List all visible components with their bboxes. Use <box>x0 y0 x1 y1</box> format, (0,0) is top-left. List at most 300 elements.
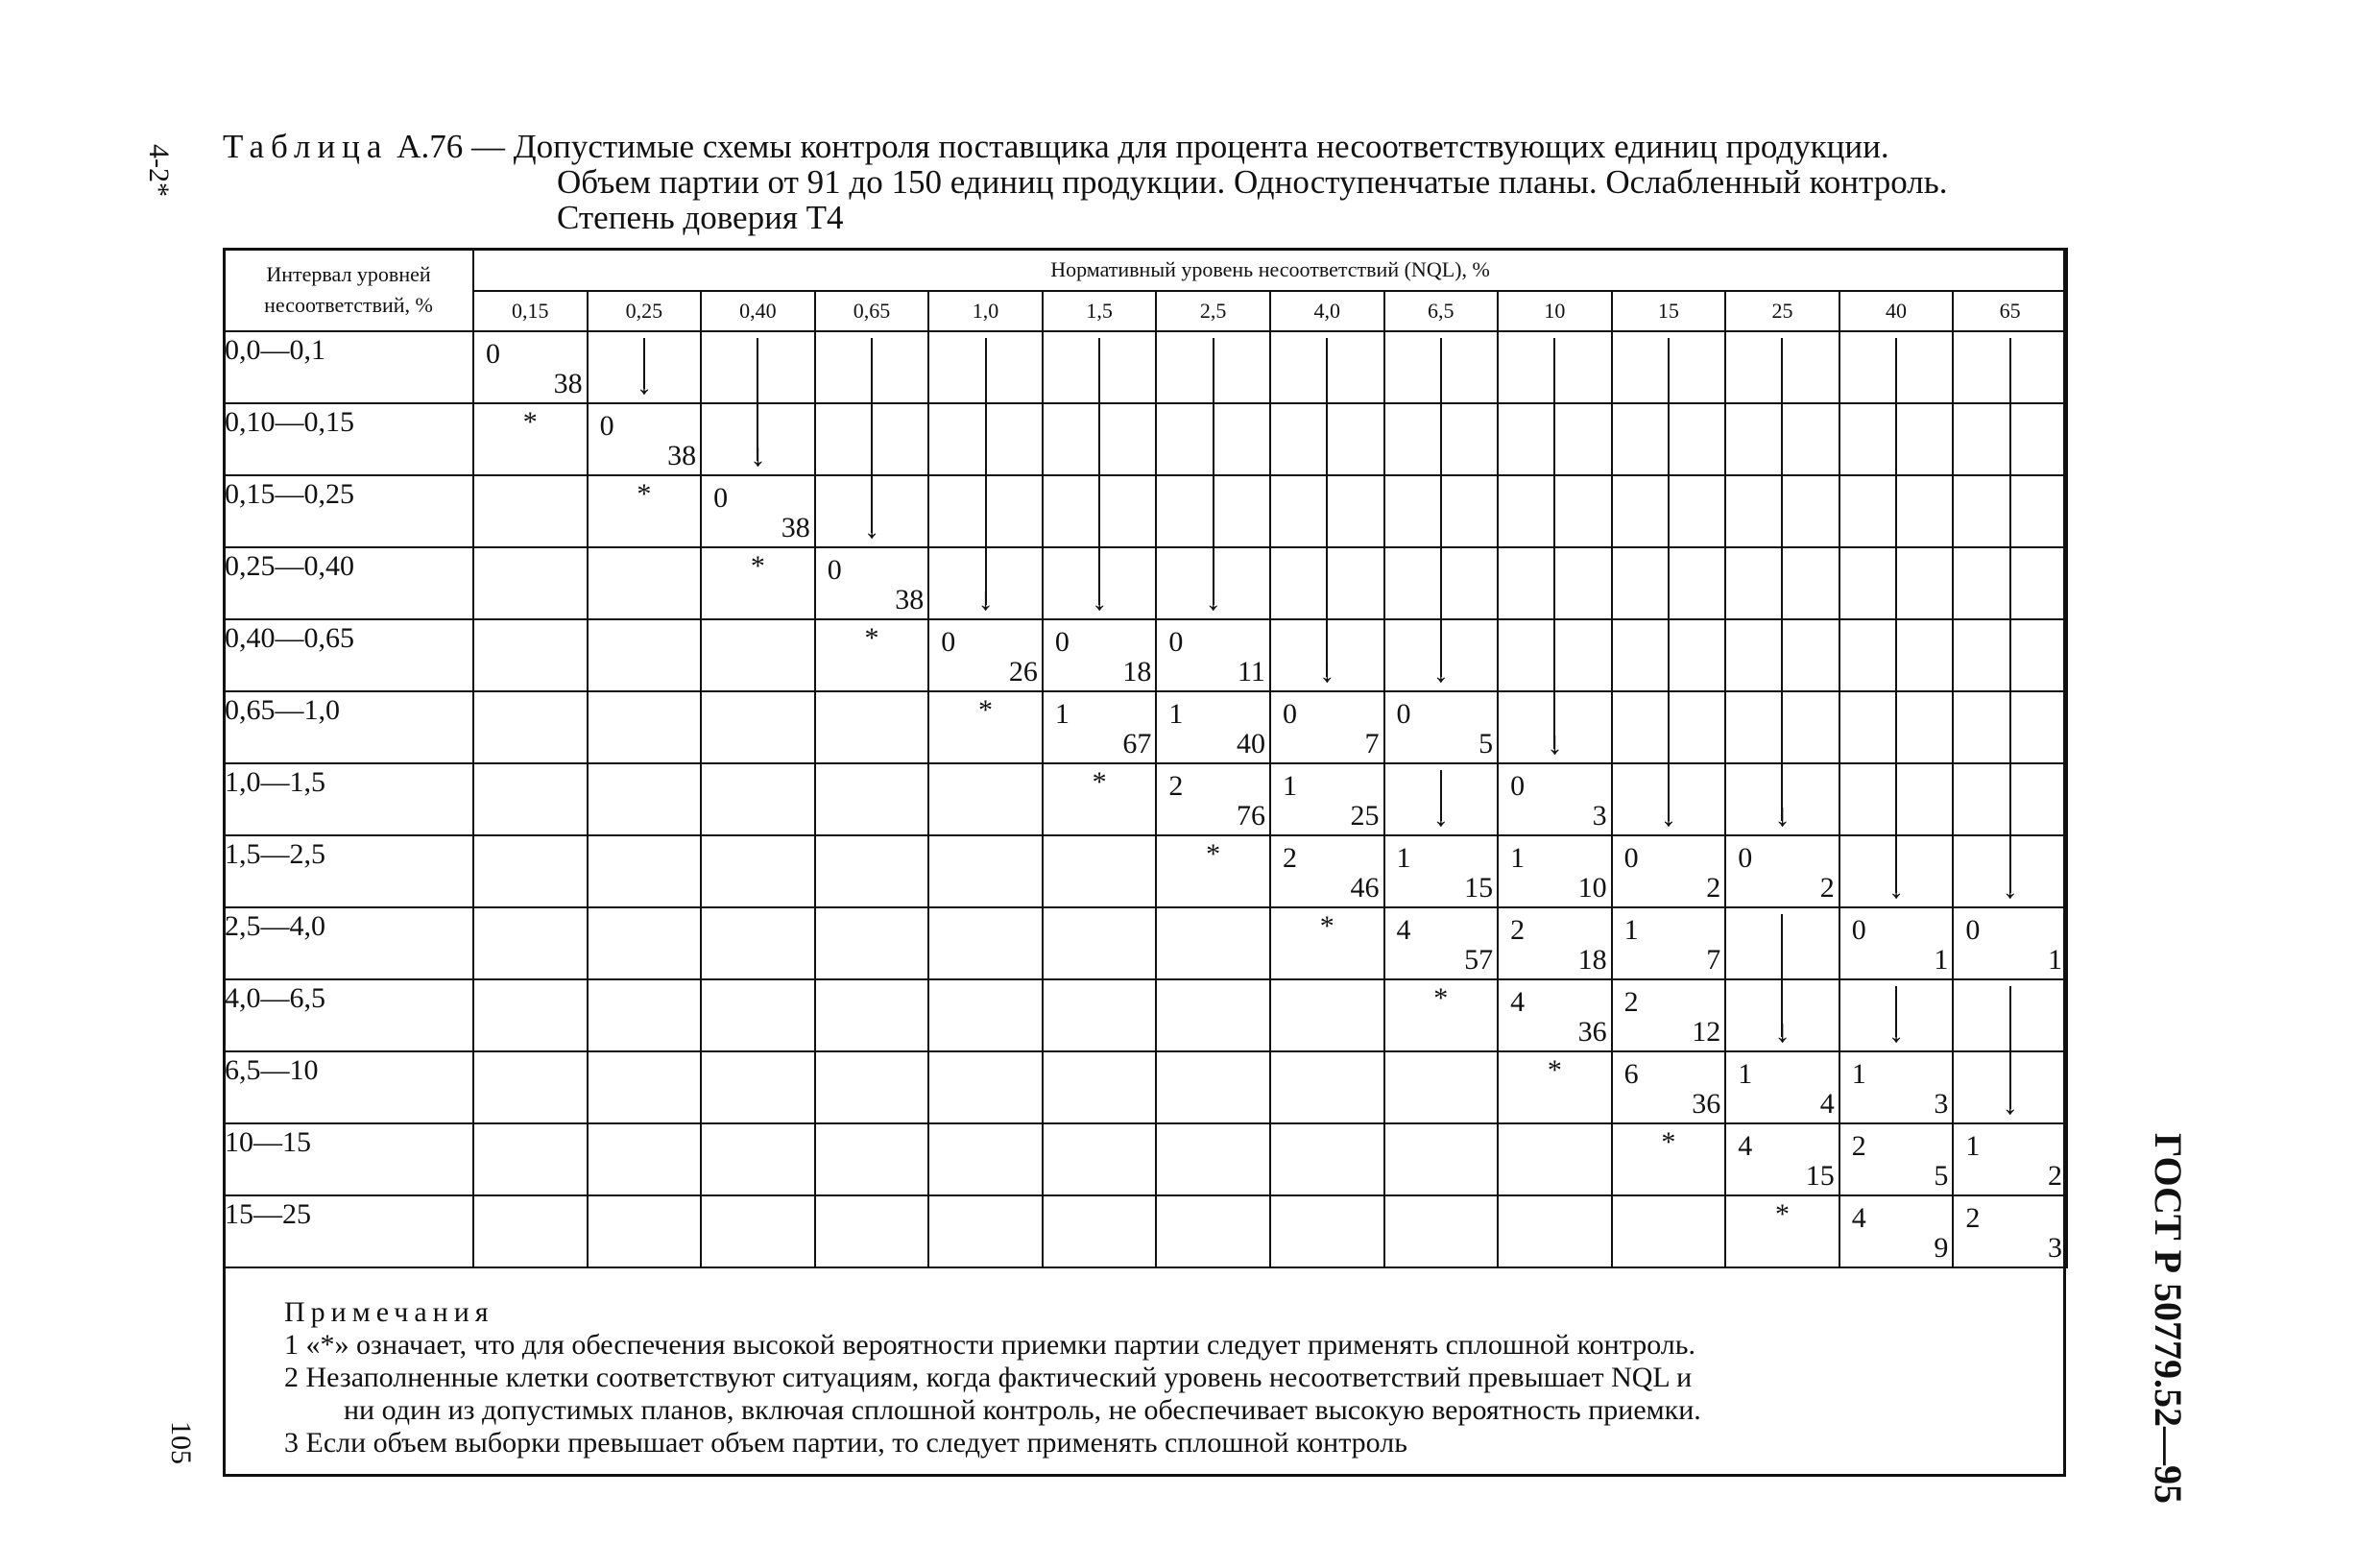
row-label: 0,25—0,40 <box>224 547 473 619</box>
arrow-shaft <box>1098 338 1100 404</box>
row-label: 2,5—4,0 <box>224 907 473 979</box>
arrow-shaft <box>1781 690 1783 764</box>
arrow-shaft <box>1781 338 1783 404</box>
plan-cell <box>1612 979 1726 1051</box>
acceptance-number: 4 <box>1396 914 1411 946</box>
table-row <box>224 763 2067 835</box>
empty-cell <box>473 1051 588 1123</box>
sample-size: 36 <box>1577 1016 1607 1048</box>
arrow-shaft <box>1895 474 1897 548</box>
star-mark: * <box>1319 910 1334 942</box>
acceptance-number: 6 <box>1623 1058 1639 1090</box>
arrow-cell <box>1953 475 2067 547</box>
down-arrow-icon: ↓ <box>977 582 995 617</box>
arrow-shaft <box>2009 618 2011 692</box>
empty-cell <box>473 1195 588 1267</box>
plan-cell <box>1270 691 1384 763</box>
arrow-shaft <box>1895 762 1897 836</box>
sample-size: 7 <box>1706 944 1721 976</box>
empty-cell <box>1043 1051 1157 1123</box>
empty-cell <box>1384 1195 1499 1267</box>
row-label: 0,0—0,1 <box>224 331 473 403</box>
down-arrow-icon: ↓ <box>1773 798 1791 833</box>
arrow-cell <box>1953 835 2067 907</box>
arrow-cell <box>1384 619 1499 691</box>
empty-cell <box>701 835 815 907</box>
arrow-shaft <box>1440 474 1442 548</box>
sample-size: 76 <box>1236 800 1265 832</box>
full-inspection-cell <box>701 547 815 619</box>
arrow-shaft <box>1668 338 1670 404</box>
sample-size: 18 <box>1577 944 1607 976</box>
arrow-cell <box>1384 331 1499 403</box>
full-inspection-cell <box>473 403 588 475</box>
star-mark: * <box>1206 838 1221 870</box>
star-mark: * <box>522 406 538 438</box>
acceptance-number: 1 <box>1623 914 1639 946</box>
table-row <box>224 907 2067 979</box>
down-arrow-icon: ↓ <box>1773 1014 1791 1049</box>
row-label: 4,0—6,5 <box>224 979 473 1051</box>
arrow-shaft <box>1781 546 1783 620</box>
arrow-shaft <box>2009 546 2011 620</box>
down-arrow-icon: ↓ <box>1887 1014 1905 1049</box>
plan-cell <box>1725 1123 1839 1195</box>
down-arrow-icon: ↓ <box>2002 870 2019 905</box>
empty-cell <box>588 619 702 691</box>
arrow-cell <box>1612 475 1726 547</box>
empty-cell <box>701 619 815 691</box>
arrow-cell <box>588 331 702 403</box>
full-inspection-cell <box>1725 1195 1839 1267</box>
arrow-cell <box>1839 691 1954 763</box>
plan-cell <box>1839 1123 1954 1195</box>
down-arrow-icon: ↓ <box>1887 870 1905 905</box>
sample-size: 2 <box>1706 872 1721 904</box>
arrow-cell <box>1270 475 1384 547</box>
plan-cell <box>1612 1051 1726 1123</box>
plan-cell <box>1384 835 1499 907</box>
empty-cell <box>928 1051 1043 1123</box>
arrow-shaft <box>1098 474 1100 548</box>
plan-cell <box>701 475 815 547</box>
arrow-shaft <box>1553 474 1555 548</box>
arrow-shaft <box>2009 690 2011 764</box>
star-mark: * <box>864 622 879 654</box>
acceptance-number: 2 <box>1965 1202 1981 1234</box>
sample-size: 3 <box>2048 1232 2063 1264</box>
notes <box>284 1296 2060 1459</box>
empty-cell <box>473 979 588 1051</box>
arrow-shaft <box>1326 474 1328 548</box>
arrow-cell <box>1725 763 1839 835</box>
arrow-cell <box>1839 475 1954 547</box>
arrow-shaft <box>1895 338 1897 404</box>
empty-cell <box>701 1051 815 1123</box>
full-inspection-cell <box>1498 1051 1612 1123</box>
caption-line-1 <box>223 129 2085 164</box>
full-inspection-cell <box>928 691 1043 763</box>
acceptance-number: 2 <box>1851 1130 1866 1162</box>
empty-cell <box>701 979 815 1051</box>
empty-cell <box>1156 979 1270 1051</box>
arrow-cell <box>1725 331 1839 403</box>
plan-cell <box>1384 691 1499 763</box>
arrow-cell <box>1498 331 1612 403</box>
acceptance-number: 1 <box>1510 842 1526 874</box>
arrow-shaft <box>871 402 873 476</box>
plan-cell <box>1270 835 1384 907</box>
arrow-shaft <box>1213 402 1214 476</box>
table-body <box>224 331 2067 1267</box>
plan-cell <box>1839 1051 1954 1123</box>
arrow-cell <box>1839 835 1954 907</box>
table-row <box>224 1123 2067 1195</box>
down-arrow-icon: ↓ <box>1318 654 1335 689</box>
empty-cell <box>701 907 815 979</box>
plan-cell <box>1612 835 1726 907</box>
column-header-row <box>224 291 2067 331</box>
table-row <box>224 619 2067 691</box>
arrow-cell <box>1612 547 1726 619</box>
empty-cell <box>588 1051 702 1123</box>
empty-cell <box>815 907 929 979</box>
plan-cell <box>1839 907 1954 979</box>
arrow-cell <box>701 403 815 475</box>
arrow-shaft <box>2009 762 2011 836</box>
arrow-cell <box>1156 403 1270 475</box>
column-header: 40 <box>1839 291 1954 331</box>
arrow-shaft <box>1668 618 1670 692</box>
arrow-cell <box>1498 403 1612 475</box>
column-header: 4,0 <box>1270 291 1384 331</box>
row-label: 6,5—10 <box>224 1051 473 1123</box>
table-caption <box>223 129 2085 235</box>
arrow-cell <box>1270 619 1384 691</box>
arrow-cell <box>1839 763 1954 835</box>
arrow-cell <box>1953 763 2067 835</box>
arrow-cell <box>1156 331 1270 403</box>
sample-size: 46 <box>1350 872 1380 904</box>
acceptance-number: 4 <box>1738 1130 1753 1162</box>
acceptance-number: 0 <box>713 482 729 514</box>
table-row <box>224 835 2067 907</box>
sample-size: 38 <box>781 512 810 543</box>
arrow-shaft <box>1440 338 1442 404</box>
arrow-shaft <box>2009 338 2011 404</box>
acceptance-number: 4 <box>1851 1202 1866 1234</box>
empty-cell <box>1270 979 1384 1051</box>
sample-size: 2 <box>2048 1160 2063 1192</box>
acceptance-number: 1 <box>1738 1058 1753 1090</box>
empty-cell <box>588 1123 702 1195</box>
empty-cell <box>588 1195 702 1267</box>
empty-cell <box>815 1195 929 1267</box>
arrow-shaft <box>2009 986 2011 1052</box>
page-mark-top: 4-2* <box>143 144 175 197</box>
arrow-shaft <box>1440 402 1442 476</box>
empty-cell <box>1043 979 1157 1051</box>
acceptance-number: 1 <box>1965 1130 1981 1162</box>
plan-cell <box>1498 907 1612 979</box>
arrow-cell <box>1839 403 1954 475</box>
arrow-cell <box>1725 475 1839 547</box>
arrow-cell <box>1725 619 1839 691</box>
arrow-shaft <box>1326 546 1328 620</box>
sample-size: 1 <box>2048 944 2063 976</box>
arrow-shaft <box>1213 474 1214 548</box>
column-header: 0,65 <box>815 291 929 331</box>
arrow-cell <box>928 475 1043 547</box>
arrow-cell <box>1612 763 1726 835</box>
sample-size: 12 <box>1692 1016 1721 1048</box>
arrow-cell <box>815 403 929 475</box>
arrow-cell <box>1953 547 2067 619</box>
empty-cell <box>815 835 929 907</box>
empty-cell <box>1043 1123 1157 1195</box>
caption-line-3: Степень доверия Т4 <box>557 199 844 236</box>
acceptance-number: 1 <box>1396 842 1411 874</box>
arrow-shaft <box>2009 402 2011 476</box>
full-inspection-cell <box>1156 835 1270 907</box>
arrow-shaft <box>871 338 873 404</box>
arrow-shaft <box>985 402 987 476</box>
acceptance-number: 2 <box>1510 914 1526 946</box>
down-arrow-icon: ↓ <box>1660 798 1677 833</box>
sample-size: 1 <box>1934 944 1949 976</box>
plan-cell <box>1953 1195 2067 1267</box>
sample-size: 10 <box>1577 872 1607 904</box>
sample-size: 4 <box>1819 1088 1835 1120</box>
empty-cell <box>473 691 588 763</box>
arrow-cell <box>1498 619 1612 691</box>
arrow-cell <box>928 331 1043 403</box>
arrow-shaft <box>1553 402 1555 476</box>
note-3: 3 Если объем выборки превышает объем партии, то следует применять сплошной контроль <box>284 1427 1407 1459</box>
arrow-cell <box>1384 547 1499 619</box>
empty-cell <box>1156 1195 1270 1267</box>
empty-cell <box>473 763 588 835</box>
column-header: 1,5 <box>1043 291 1157 331</box>
empty-cell <box>815 763 929 835</box>
note-2a: 2 Незаполненные клетки соответствуют ситуациям, когда фактический уровень несоответствий превышает NQL и <box>284 1362 1693 1393</box>
table-row <box>224 547 2067 619</box>
corner-header: Интервал уровней несоответствий, % <box>224 249 473 331</box>
down-arrow-icon: ↓ <box>1432 798 1450 833</box>
nql-header: Нормативный уровень несоответствий (NQL), % <box>473 249 2067 291</box>
star-mark: * <box>1092 766 1107 798</box>
sample-size: 18 <box>1122 656 1152 688</box>
acceptance-number: 0 <box>1738 842 1753 874</box>
column-header: 10 <box>1498 291 1612 331</box>
arrow-cell <box>1043 475 1157 547</box>
page-number: 105 <box>165 1421 197 1464</box>
acceptance-number: 2 <box>1282 842 1297 874</box>
empty-cell <box>1156 907 1270 979</box>
down-arrow-icon: ↓ <box>1546 726 1563 761</box>
acceptance-number: 0 <box>599 410 614 442</box>
sample-size: 40 <box>1236 728 1265 760</box>
arrow-shaft <box>1440 546 1442 620</box>
arrow-cell <box>1953 403 2067 475</box>
column-header: 0,15 <box>473 291 588 331</box>
empty-cell <box>701 763 815 835</box>
row-label: 0,15—0,25 <box>224 475 473 547</box>
row-label: 0,10—0,15 <box>224 403 473 475</box>
plan-cell <box>1612 907 1726 979</box>
arrow-cell <box>1953 691 2067 763</box>
arrow-cell <box>1612 331 1726 403</box>
star-mark: * <box>1433 982 1449 1014</box>
plan-cell <box>1725 1051 1839 1123</box>
arrow-shaft <box>1781 402 1783 476</box>
full-inspection-cell <box>1612 1123 1726 1195</box>
acceptance-number: 4 <box>1510 986 1526 1018</box>
down-arrow-icon: ↓ <box>2002 1086 2019 1122</box>
arrow-cell <box>1043 547 1157 619</box>
sample-size: 67 <box>1122 728 1152 760</box>
arrow-cell <box>1043 331 1157 403</box>
arrow-cell <box>1839 619 1954 691</box>
acceptance-number: 2 <box>1623 986 1639 1018</box>
empty-cell <box>1498 1195 1612 1267</box>
arrow-shaft <box>1895 546 1897 620</box>
acceptance-number: 1 <box>1054 698 1070 730</box>
acceptance-number: 0 <box>1282 698 1297 730</box>
sample-size: 15 <box>1805 1160 1835 1192</box>
empty-cell <box>1043 835 1157 907</box>
plan-cell <box>1839 1195 1954 1267</box>
empty-cell <box>1043 907 1157 979</box>
full-inspection-cell <box>815 619 929 691</box>
plan-cell <box>928 619 1043 691</box>
plan-cell <box>1270 763 1384 835</box>
empty-cell <box>928 835 1043 907</box>
sample-size: 15 <box>1464 872 1494 904</box>
plan-cell <box>1498 763 1612 835</box>
table-row <box>224 1051 2067 1123</box>
column-header: 1,0 <box>928 291 1043 331</box>
arrow-cell <box>928 547 1043 619</box>
arrow-cell <box>1839 331 1954 403</box>
star-mark: * <box>637 478 652 510</box>
sample-size: 7 <box>1364 728 1380 760</box>
column-header: 2,5 <box>1156 291 1270 331</box>
column-header: 15 <box>1612 291 1726 331</box>
empty-cell <box>815 1051 929 1123</box>
caption-lead: Таблица <box>223 128 389 165</box>
empty-cell <box>701 1195 815 1267</box>
arrow-shaft <box>1668 690 1670 764</box>
empty-cell <box>928 1195 1043 1267</box>
plan-cell <box>1498 835 1612 907</box>
sample-size: 3 <box>1934 1088 1949 1120</box>
arrow-shaft <box>1213 338 1214 404</box>
arrow-shaft <box>985 474 987 548</box>
arrow-shaft <box>1895 402 1897 476</box>
acceptance-number: 1 <box>1282 770 1297 802</box>
plan-cell <box>1498 979 1612 1051</box>
acceptance-number: 1 <box>1851 1058 1866 1090</box>
empty-cell <box>1612 1195 1726 1267</box>
sample-size: 38 <box>667 440 697 471</box>
arrow-cell <box>1498 475 1612 547</box>
sample-size: 25 <box>1350 800 1380 832</box>
plan-cell <box>1156 763 1270 835</box>
arrow-shaft <box>1326 402 1328 476</box>
down-arrow-icon: ↓ <box>749 438 766 473</box>
arrow-shaft <box>1781 618 1783 692</box>
empty-cell <box>473 835 588 907</box>
empty-cell <box>473 475 588 547</box>
down-arrow-icon: ↓ <box>1432 654 1450 689</box>
empty-cell <box>1270 1195 1384 1267</box>
arrow-cell <box>815 475 929 547</box>
star-mark: * <box>1661 1126 1676 1158</box>
column-header: 6,5 <box>1384 291 1499 331</box>
table-row <box>224 475 2067 547</box>
plan-cell <box>1043 691 1157 763</box>
arrow-cell <box>1725 907 1839 979</box>
plan-cell <box>1156 619 1270 691</box>
empty-cell <box>473 619 588 691</box>
empty-cell <box>588 763 702 835</box>
arrow-shaft <box>1553 546 1555 620</box>
acceptance-number: 1 <box>1168 698 1184 730</box>
empty-cell <box>1156 1051 1270 1123</box>
arrow-cell <box>1384 475 1499 547</box>
acceptance-number: 2 <box>1168 770 1184 802</box>
caption-line-1-text: А.76 — Допустимые схемы контроля поставщика для процента несоответствующих единиц продукции. <box>397 128 1889 165</box>
empty-cell <box>1043 1195 1157 1267</box>
empty-cell <box>815 1123 929 1195</box>
plan-cell <box>1043 619 1157 691</box>
column-header: 25 <box>1725 291 1839 331</box>
table-row <box>224 331 2067 403</box>
empty-cell <box>928 1123 1043 1195</box>
empty-cell <box>701 1123 815 1195</box>
empty-cell <box>1156 1123 1270 1195</box>
acceptance-number: 0 <box>1510 770 1526 802</box>
empty-cell <box>588 907 702 979</box>
caption-line-2: Объем партии от 91 до 150 единиц продукции. Одноступенчатые планы. Ослабленный контроль. <box>557 163 1948 201</box>
acceptance-number: 0 <box>1168 626 1184 658</box>
empty-cell <box>588 835 702 907</box>
table-row <box>224 1195 2067 1267</box>
arrow-cell <box>1270 403 1384 475</box>
arrow-shaft <box>1326 338 1328 404</box>
down-arrow-icon: ↓ <box>863 510 880 545</box>
row-label: 15—25 <box>224 1195 473 1267</box>
arrow-cell <box>1498 547 1612 619</box>
plan-cell <box>1156 691 1270 763</box>
column-header: 65 <box>1953 291 2067 331</box>
arrow-shaft <box>757 338 758 404</box>
column-header: 0,40 <box>701 291 815 331</box>
arrow-shaft <box>1553 338 1555 404</box>
arrow-shaft <box>1781 474 1783 548</box>
arrow-shaft <box>2009 474 2011 548</box>
sample-size: 9 <box>1934 1232 1949 1264</box>
arrow-shaft <box>1781 914 1783 980</box>
arrow-cell <box>701 331 815 403</box>
empty-cell <box>588 979 702 1051</box>
star-mark: * <box>978 694 994 726</box>
arrow-cell <box>1156 475 1270 547</box>
sample-size: 11 <box>1238 656 1265 688</box>
arrow-shaft <box>1098 402 1100 476</box>
arrow-shaft <box>1895 690 1897 764</box>
